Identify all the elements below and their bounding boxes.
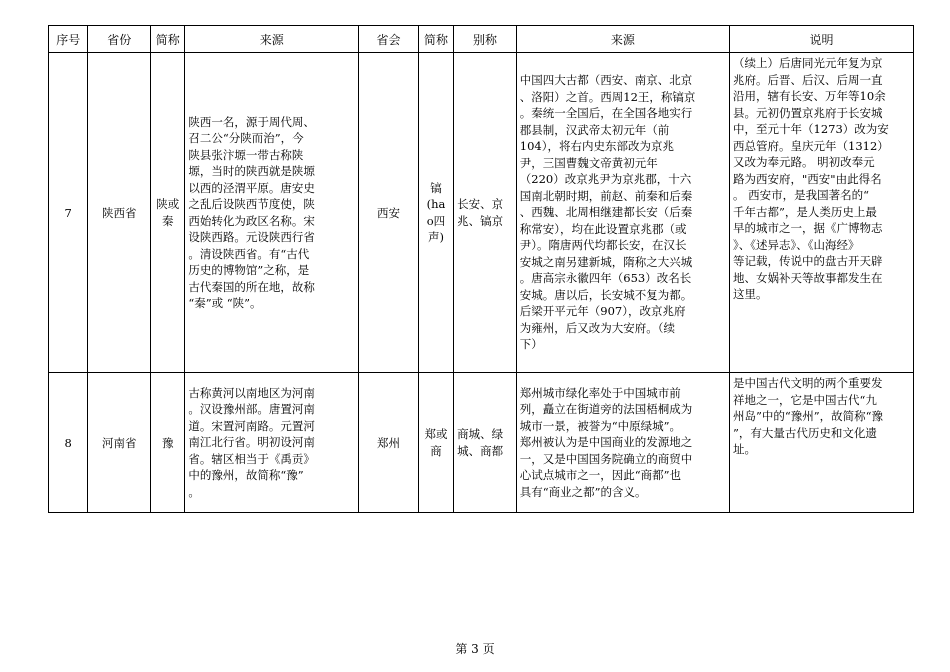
cell-capital-abbr: 郑或 商 <box>418 373 453 513</box>
cell-capital: 西安 <box>359 53 419 373</box>
header-note: 说明 <box>730 26 914 53</box>
cell-capital-abbr: 镐 (ha o四 声) <box>418 53 453 373</box>
cell-alias: 商城、绿 城、商都 <box>454 373 517 513</box>
data-table <box>48 25 914 513</box>
cell-note: 是中国古代文明的两个重要发 祥地之一，它是中国古代“九 州岛”中的“豫州”，故简称“豫 ”，有大量古代历史和文化遗 址。 <box>730 373 914 513</box>
header-alias: 别称 <box>454 26 517 53</box>
header-province: 省份 <box>88 26 151 53</box>
cell-capital-origin: 中国四大古都（西安、南京、北京 、洛阳）之首。西周12王，称镐京 。秦统一全国后，在全国各地实行 郡县制，汉武帝太初元年（前 104），将右内史东部改为京兆 尹，三国曹魏文帝黄初元年 （220）改京兆尹为京兆郡，十六 国南北朝时期，前赵、前秦和后秦 、西魏、北周相继建都长安（后秦 称常安），均在此设置京兆郡（或 尹）。隋唐两代均都长安，在汉长 安城之南另建新城，隋称之大兴城 。唐高宗永徽四年（653）改名长 安城。唐以后，长安城不复为都。 后梁开平元年（907），改京兆府 为雍州，后又改为大安府。（续 下） <box>516 53 729 373</box>
header-capital: 省会 <box>359 26 419 53</box>
cell-abbr: 陕或 秦 <box>151 53 185 373</box>
cell-province: 陕西省 <box>88 53 151 373</box>
cell-abbr: 豫 <box>151 373 185 513</box>
header-abbr: 简称 <box>151 26 185 53</box>
table-row <box>49 373 914 513</box>
table-row <box>49 53 914 373</box>
cell-origin: 陕西一名，源于周代周、 召二公“分陕而治”，今 陕县张汴塬一带古称陕 塬，当时的陕西就是陕塬 以西的泾渭平原。唐安史 之乱后设陕西节度使，陕 西始转化为政区名称。宋 设陕西路。元设陕西行省 。清设陕西省。有“古代 历史的博物馆”之称，是 古代秦国的所在地，故称 “秦”或 “陕”。 <box>185 53 359 373</box>
cell-no: 7 <box>49 53 88 373</box>
header-origin: 来源 <box>185 26 359 53</box>
page-footer: 第 3 页 <box>455 642 495 656</box>
cell-no: 8 <box>49 373 88 513</box>
cell-capital: 郑州 <box>359 373 419 513</box>
header-capital-abbr: 简称 <box>418 26 453 53</box>
cell-note: （续上）后唐同光元年复为京 兆府。后晋、后汉、后周一直 沿用，辖有长安、万年等10余 县。元初仍置京兆府于长安城 中，至元十年（1273）改为安 西总管府。皇庆元年（1312） 又改为奉元路。 明初改奉元 路为西安府，"西安"由此得名 。 西安市，是我国著名的“ 千年古都”，是人类历史上最 早的城市之一，据《广博物志 》、《述异志》、《山海经》 等记载，传说中的盘古开天辟 地、女娲补天等故事都发生在 这里。 <box>730 53 914 373</box>
cell-alias: 长安、京 兆、镐京 <box>454 53 517 373</box>
cell-origin: 古称黄河以南地区为河南 。汉设豫州部。唐置河南 道。宋置河南路。元置河 南江北行省。明初设河南 省。辖区相当于《禹贡》 中的豫州，故简称“豫” 。 <box>185 373 359 513</box>
header-capital-origin: 来源 <box>516 26 729 53</box>
cell-capital-origin: 郑州城市绿化率处于中国城市前 列，矗立在街道旁的法国梧桐成为 城市一景，被誉为“中原绿城”。 郑州被认为是中国商业的发源地之 一，又是中国国务院确立的商贸中 心试点城市之一，因此“商都”也 具有“商业之都”的含义。 <box>516 373 729 513</box>
cell-province: 河南省 <box>88 373 151 513</box>
header-no: 序号 <box>49 26 88 53</box>
header-row <box>49 26 914 53</box>
